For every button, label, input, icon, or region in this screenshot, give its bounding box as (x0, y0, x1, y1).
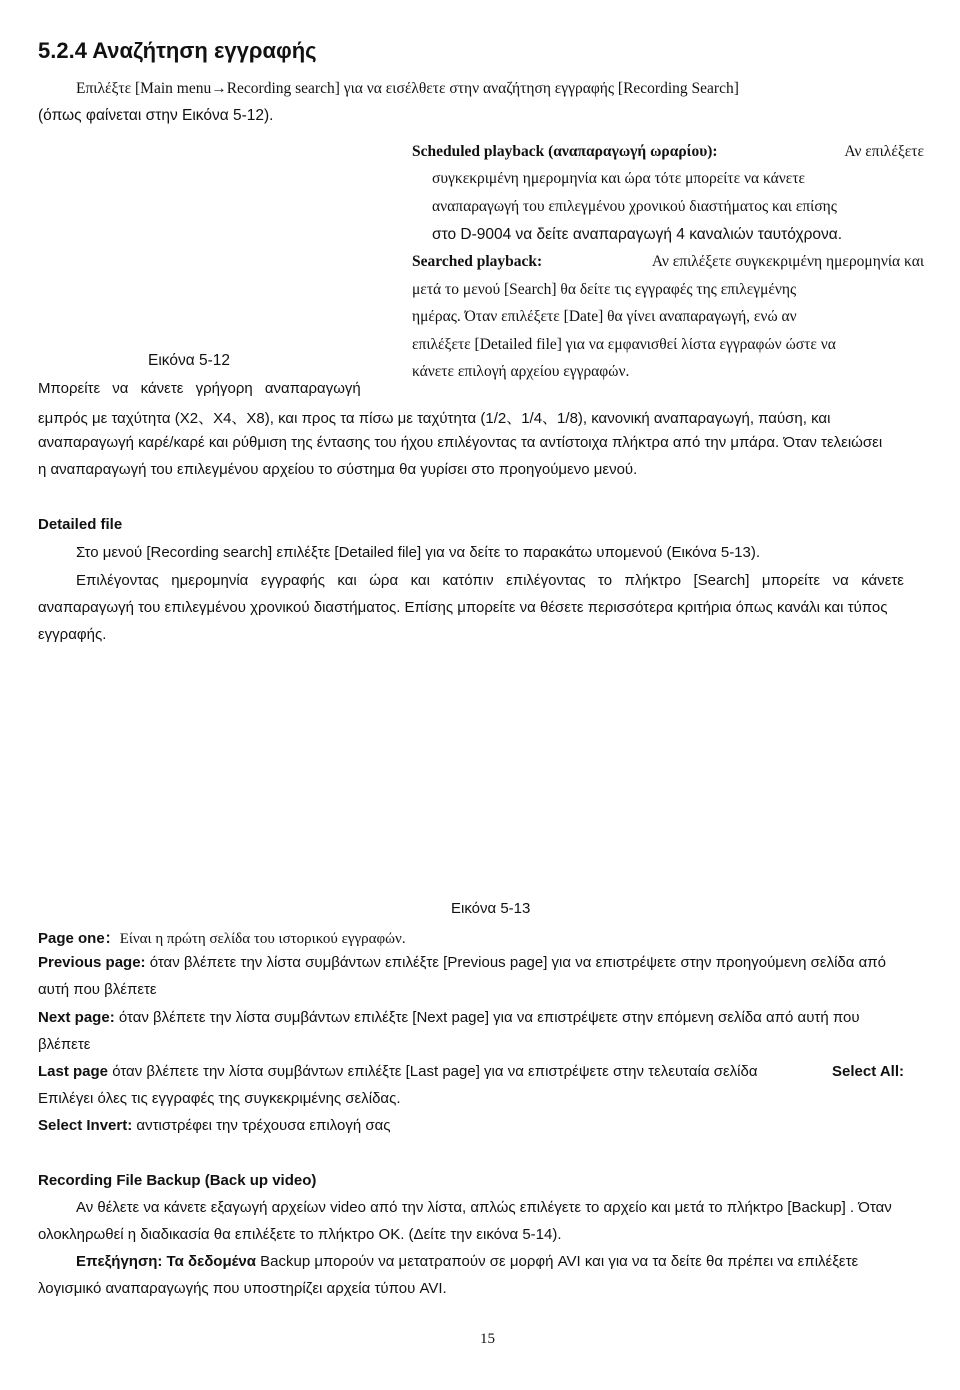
searched-line-2: μετά το μενού [Search] θα δείτε τις εγγραφές της επιλεγμένης (412, 281, 797, 298)
scheduled-line-2: συγκεκριμένη ημερομηνία και ώρα τότε μπορείτε να κάνετε (432, 170, 806, 187)
figure-5-13-caption: Εικόνα 5-13 (451, 900, 531, 917)
scheduled-line-3: αναπαραγωγή του επιλεγμένου χρονικού διαστήματος και επίσης (432, 198, 837, 215)
section-heading: 5.2.4 Αναζήτηση εγγραφής (38, 38, 317, 63)
page-one-line (38, 927, 406, 948)
fast-play-line-1: Μπορείτε να κάνετε γρήγορη αναπαραγωγή (38, 380, 361, 397)
intro-line-2: (όπως φαίνεται στην Εικόνα 5-12). (38, 107, 274, 124)
figure-5-13-area (38, 660, 918, 890)
page-number: 15 (480, 1331, 495, 1347)
searched-line-1 (412, 253, 924, 271)
detailed-file-line-2: Επιλέγοντας ημερομηνία εγγραφής και ώρα και κατόπιν επιλέγοντας το πλήκτρο [Search] μπορείτε να κάνετε (76, 572, 904, 589)
backup-line-1: Αν θέλετε να κάνετε εξαγωγή αρχείων video από την λίστα, απλώς επιλέγετε το αρχείο και μετά το πλήκτρο [Backup] . Όταν (76, 1199, 892, 1216)
backup-title: Recording File Backup (Back up video) (38, 1172, 317, 1189)
detailed-file-line-1: Στο μενού [Recording search] επιλέξτε [Detailed file] για να δείτε το παρακάτω υπομενού (Εικόνα 5-13). (76, 544, 761, 561)
select-invert-line (38, 1117, 390, 1134)
previous-page-text: όταν βλέπετε την λίστα συμβάντων επιλέξτε [Previous page] για να επιστρέψετε στην προηγούμενη σελίδα από (149, 954, 886, 971)
intro-line-1 (76, 80, 904, 98)
backup-note-line (76, 1253, 858, 1270)
searched-line-4: επιλέξετε [Detailed file] για να εμφανισθεί λίστα εγγραφών ώστε να (412, 336, 836, 353)
previous-page-label: Previous page: (38, 954, 146, 971)
select-invert-label: Select Invert: (38, 1117, 133, 1134)
scheduled-line-4: στο D-9004 να δείτε αναπαραγωγή 4 καναλιών ταυτόχρονα. (432, 226, 843, 243)
select-all-text: Επιλέγει όλες τις εγγραφές της συγκεκριμένης σελίδας. (38, 1090, 401, 1107)
previous-page-line-2: αυτή που βλέπετε (38, 981, 157, 998)
fast-play-line-3: αναπαραγωγή καρέ/καρέ και ρύθμιση της έντασης του ήχου επιλέγοντας τα αντίστοιχα πλήκτρα από την μπάρα. Όταν τελειώσει (38, 434, 883, 451)
next-page-text: όταν βλέπετε την λίστα συμβάντων επιλέξτε [Next page] για να επιστρέψετε στην επόμενη σελίδα από αυτή που (118, 1009, 860, 1026)
arrow-icon: → (211, 80, 227, 97)
page-one-label: Page one： (38, 930, 120, 947)
fast-play-line-4: η αναπαραγωγή του επιλεγμένου αρχείου το σύστημα θα γυρίσει στο προηγούμενο μενού. (38, 461, 638, 478)
next-page-label: Next page: (38, 1009, 115, 1026)
scheduled-line-1 (412, 143, 924, 161)
backup-line-2: ολοκληρωθεί η διαδικασία θα επιλέξετε το πλήκτρο OK. (Δείτε την εικόνα 5-14). (38, 1226, 562, 1243)
scheduled-label: Scheduled playback (αναπαραγωγή ωραρίου): (412, 143, 718, 160)
select-all-label: Select All: (832, 1063, 904, 1080)
intro-text-a: Επιλέξτε [Main menu (76, 80, 212, 97)
figure-5-12-area (38, 138, 398, 338)
detailed-file-line-4: εγγραφής. (38, 626, 107, 643)
backup-note-label: Επεξήγηση: Τα δεδομένα (76, 1253, 256, 1270)
backup-line-4: λογισμικό αναπαραγωγής που υποστηρίζει αρχεία τύπου AVI. (38, 1280, 447, 1297)
intro-text-b: Recording search] για να εισέλθετε στην αναζήτηση εγγραφής [Recording Search] (226, 80, 739, 97)
select-invert-text: αντιστρέφει την τρέχουσα επιλογή σας (136, 1117, 391, 1134)
detailed-file-title: Detailed file (38, 516, 123, 533)
searched-line-3: ημέρας. Όταν επιλέξετε [Date] θα γίνει αναπαραγωγή, ενώ αν (412, 308, 797, 325)
last-page-line (38, 1063, 904, 1080)
searched-line-1-rest: Αν επιλέξετε συγκεκριμένη ημερομηνία και (651, 253, 924, 270)
last-page-text: όταν βλέπετε την λίστα συμβάντων επιλέξτε [Last page] για να επιστρέψετε στην τελευταία σελίδα (112, 1063, 758, 1080)
next-page-line-1 (38, 1009, 860, 1026)
searched-label: Searched playback: (412, 253, 543, 270)
fast-play-line-2: εμπρός με ταχύτητα (X2、X4、X8), και προς τα πίσω με ταχύτητα (1/2、1/4、1/8), κανονική αναπαραγωγή, παύση, και (38, 410, 831, 427)
searched-line-5: κάνετε επιλογή αρχείου εγγραφών. (412, 363, 630, 380)
scheduled-line-1-rest: Αν επιλέξετε (844, 143, 924, 160)
page-one-text: Είναι η πρώτη σελίδα του ιστορικού εγγραφών. (119, 931, 406, 947)
detailed-file-line-3: αναπαραγωγή του επιλεγμένου χρονικού διαστήματος. Επίσης μπορείτε να θέσετε περισσότερα κριτήρια όπως κανάλι και τύπος (38, 599, 888, 616)
figure-5-12-caption: Εικόνα 5-12 (148, 352, 231, 369)
last-page-label: Last page (38, 1063, 109, 1080)
next-page-line-2: βλέπετε (38, 1036, 91, 1053)
backup-note-text: Backup μπορούν να μετατραπούν σε μορφή AVI και για να τα δείτε θα πρέπει να επιλέξετε (260, 1253, 859, 1270)
previous-page-line-1 (38, 954, 886, 971)
